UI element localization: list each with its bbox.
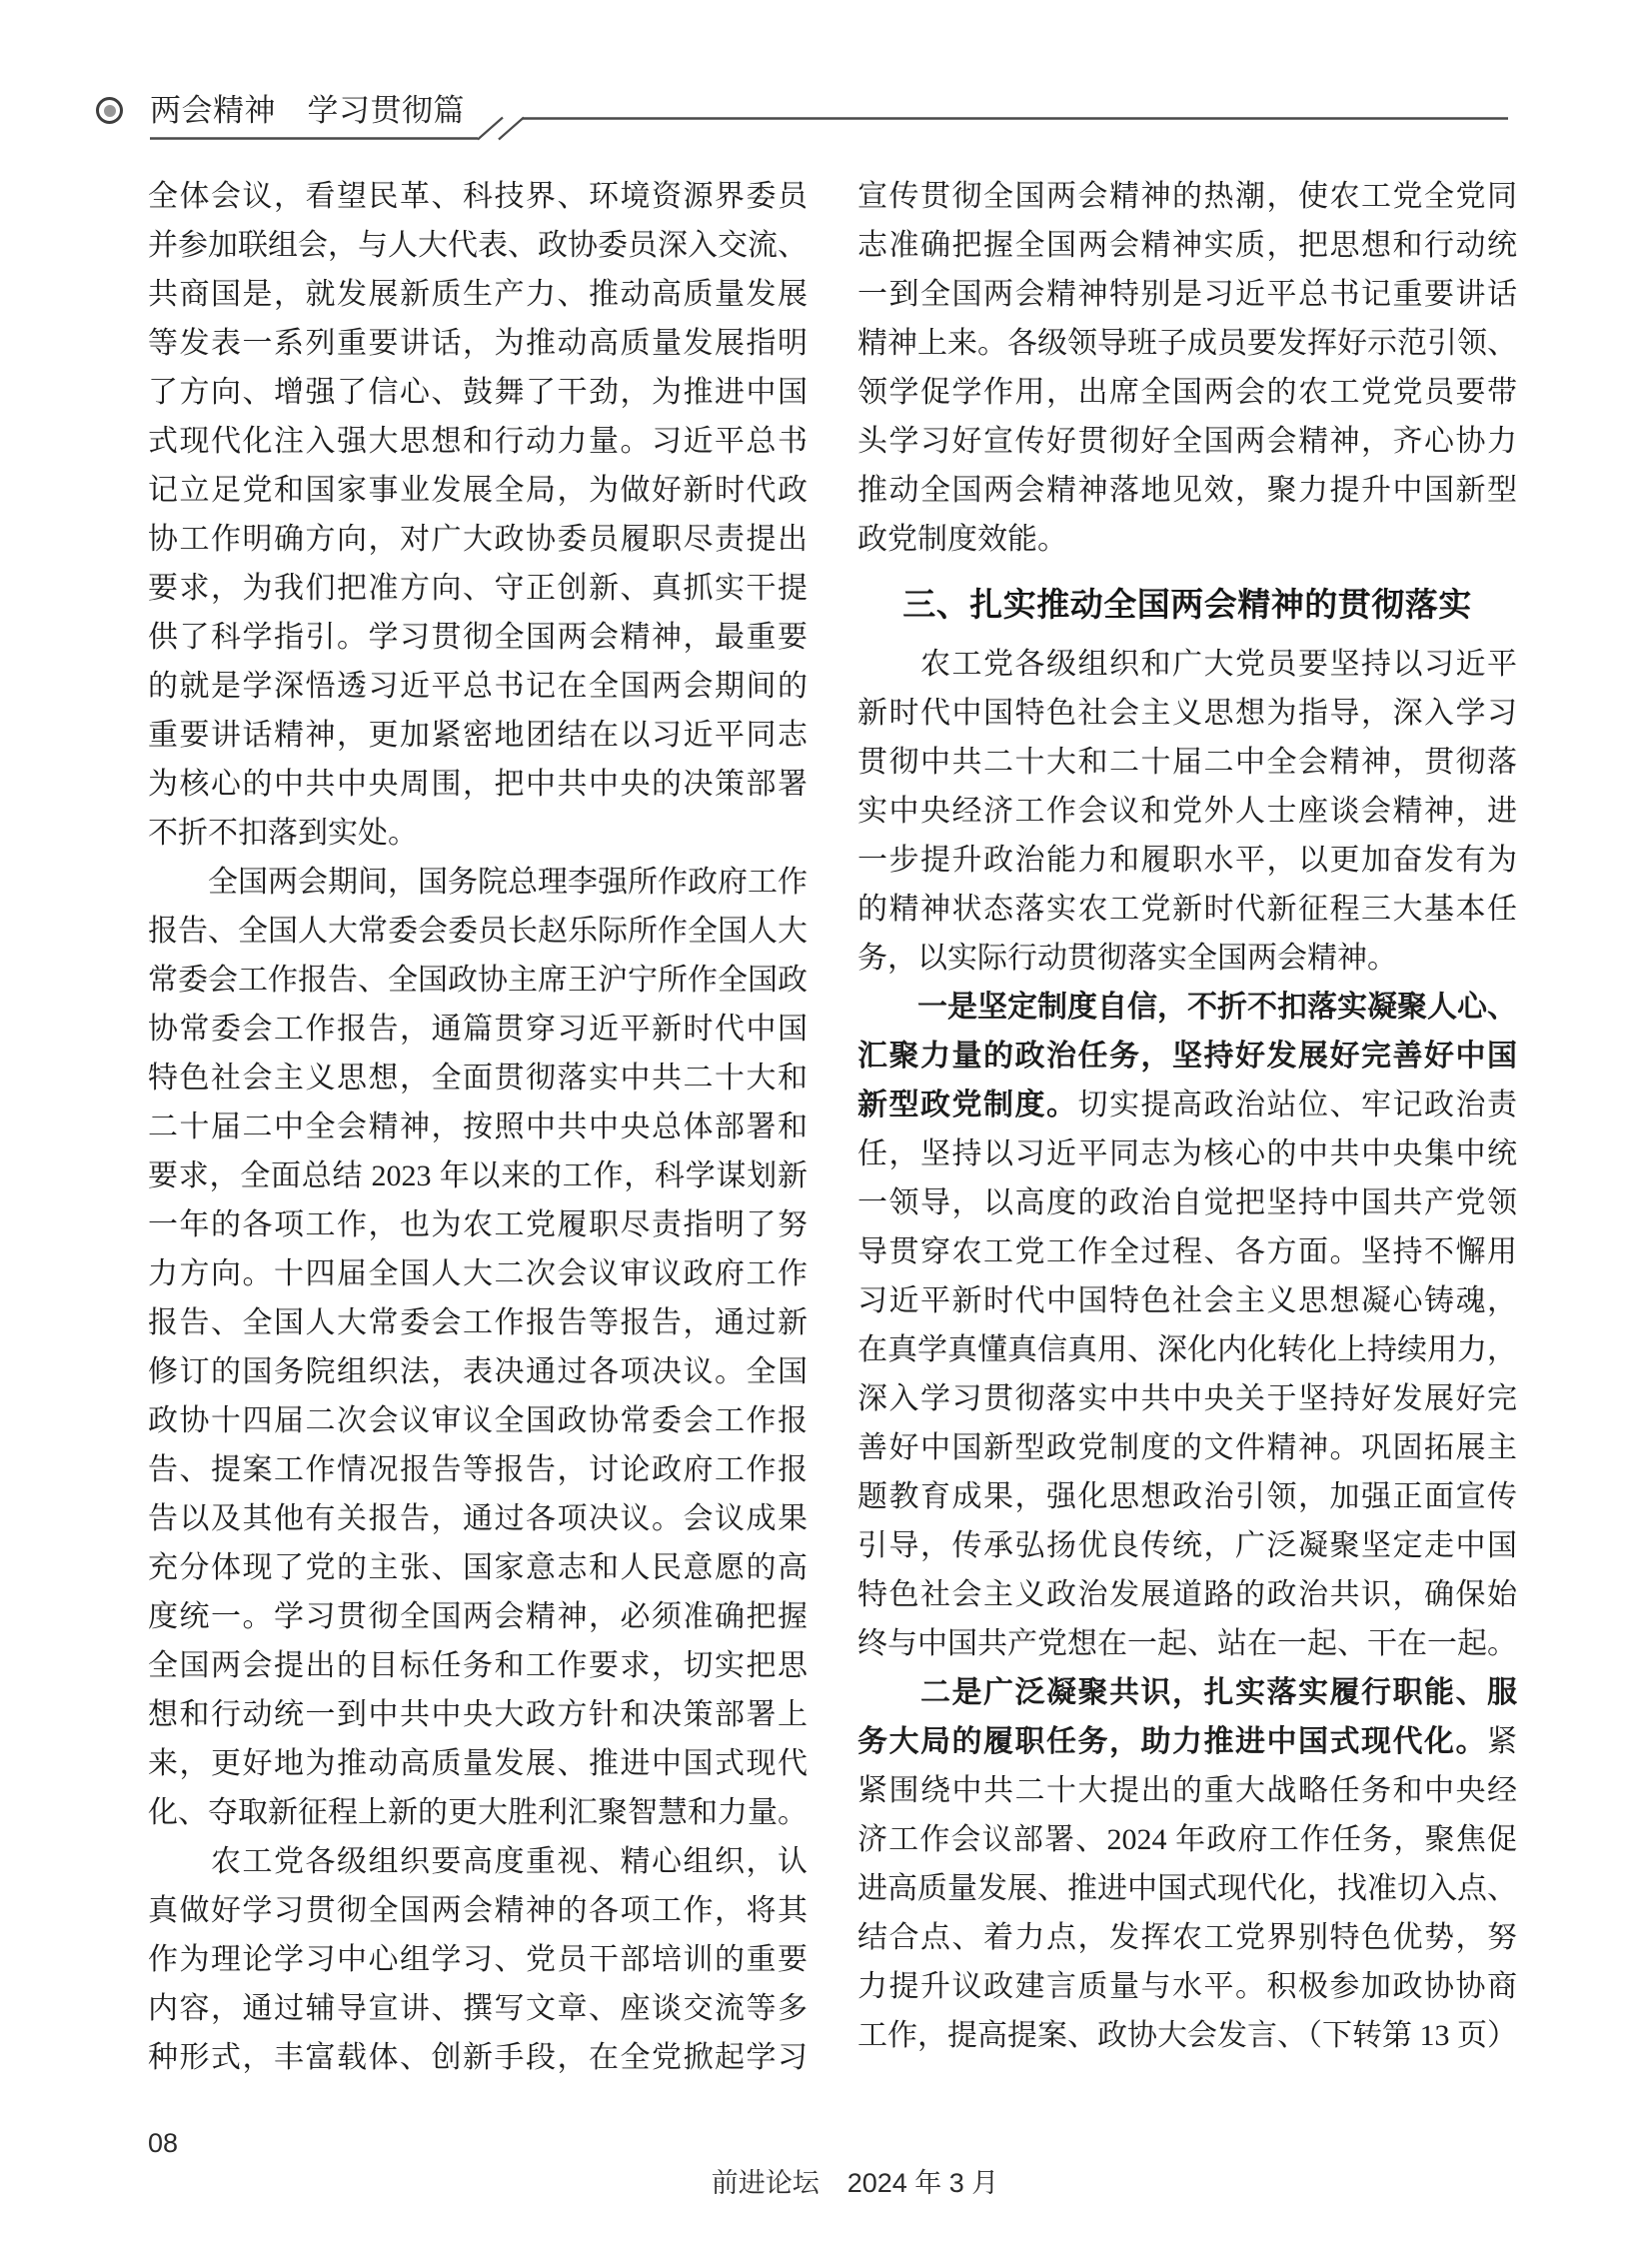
text-line [148, 1739, 808, 1788]
text-segment: 农工党各级组织和广大党员要坚持以习近平 [857, 648, 1517, 681]
bold-text-segment: 新型政党制度。 [857, 1089, 1078, 1122]
text-segment: 要求，全面总结 2023 年以来的工作，科学谋划新 [148, 1159, 808, 1192]
text-segment: 紧围绕中共二十大提出的重大战略任务和中央经 [857, 1774, 1517, 1807]
article-column-right [857, 172, 1517, 2060]
text-segment: 切实提高政治站位、牢记政治责 [1077, 1089, 1517, 1122]
text-line [148, 466, 808, 515]
text-segment: 常委会工作报告、全国政协主席王沪宁所作全国政 [148, 964, 808, 997]
text-line [857, 1521, 1517, 1570]
text-line [148, 270, 808, 319]
text-segment: 志准确把握全国两会精神实质，把思想和行动统 [857, 229, 1517, 262]
text-line [148, 1249, 808, 1298]
text-line [148, 711, 808, 760]
text-segment: 一年的各项工作，也为农工党履职尽责指明了努 [148, 1208, 808, 1241]
text-line [148, 1151, 808, 1200]
text-segment: 真做好学习贯彻全国两会精神的各项工作，将其 [148, 1894, 808, 1927]
text-line [148, 809, 808, 858]
text-line [148, 1396, 808, 1445]
page-footer [148, 2123, 1517, 2198]
text-line [148, 1054, 808, 1103]
text-line [857, 515, 1517, 564]
text-segment: 深入学习贯彻落实中共中央关于坚持好发展好完 [857, 1382, 1517, 1415]
text-segment: 的就是学深悟透习近平总书记在全国两会期间的 [148, 670, 808, 703]
text-line [148, 1494, 808, 1543]
text-line [857, 1423, 1517, 1472]
text-segment: 工作，提高提案、政协大会发言、（下转第 13 页） [857, 2019, 1517, 2052]
text-segment: 政党制度效能。 [857, 523, 1067, 556]
text-line [148, 1592, 808, 1641]
text-line [857, 1913, 1517, 1962]
text-segment: 导贯穿农工党工作全过程、各方面。坚持不懈用 [857, 1235, 1517, 1268]
bold-text-segment: 务大局的履职任务，助力推进中国式现代化。 [857, 1725, 1487, 1758]
text-segment: 头学习好宣传好贯彻好全国两会精神，齐心协力 [857, 425, 1517, 458]
text-line [857, 1032, 1517, 1081]
bold-text-segment: 一是坚定制度自信，不折不扣落实凝聚人心、 [857, 991, 1517, 1024]
text-segment: 宣传贯彻全国两会精神的热潮，使农工党全党同 [857, 180, 1517, 213]
text-segment: 共商国是，就发展新质生产力、推动高质量发展 [148, 278, 808, 311]
text-line [857, 983, 1517, 1032]
text-line [857, 1815, 1517, 1864]
text-segment: 特色社会主义思想，全面贯彻落实中共二十大和 [148, 1062, 808, 1095]
text-line [148, 1837, 808, 1886]
text-line [857, 1668, 1517, 1717]
article-column-left [148, 172, 808, 2082]
text-segment: 重要讲话精神，更加紧密地团结在以习近平同志 [148, 719, 808, 752]
text-segment: 二十届二中全会精神，按照中共中央总体部署和 [148, 1111, 808, 1143]
text-segment: 修订的国务院组织法，表决通过各项决议。全国 [148, 1355, 808, 1388]
text-line [857, 2011, 1517, 2060]
text-line [148, 564, 808, 613]
text-segment: 任，坚持以习近平同志为核心的中共中央集中统 [857, 1137, 1517, 1170]
text-segment: 善好中国新型政党制度的文件精神。巩固拓展主 [857, 1431, 1517, 1464]
text-line [148, 319, 808, 368]
text-line [148, 1347, 808, 1396]
text-segment: 要求，为我们把准方向、守正创新、真抓实干提 [148, 572, 808, 605]
text-line [857, 689, 1517, 738]
text-line [857, 1227, 1517, 1276]
text-segment: 供了科学指引。学习贯彻全国两会精神，最重要 [148, 621, 808, 654]
text-segment: 了方向、增强了信心、鼓舞了干劲，为推进中国 [148, 376, 808, 409]
text-segment: 并参加联组会，与人大代表、政协委员深入交流、 [148, 229, 808, 262]
text-segment: 新时代中国特色社会主义思想为指导，深入学习 [857, 697, 1517, 730]
text-segment: 农工党各级组织要高度重视、精心组织，认 [148, 1845, 808, 1878]
text-line [857, 1766, 1517, 1815]
text-segment: 报告、全国人大常委会委员长赵乐际所作全国人大 [148, 915, 808, 948]
section-heading: 三、扎实推动全国两会精神的贯彻落实 [902, 586, 1472, 623]
text-line [857, 1472, 1517, 1521]
text-segment: 引导，传承弘扬优良传统，广泛凝聚坚定走中国 [857, 1529, 1517, 1562]
text-segment: 的精神状态落实农工党新时代新征程三大基本任 [857, 893, 1517, 926]
text-line [857, 934, 1517, 983]
text-line [148, 417, 808, 466]
issue-date: 2024 年 3 月 [846, 2168, 999, 2198]
text-segment: 为核心的中共中央周围，把中共中央的决策部署 [148, 768, 808, 801]
text-line [857, 1081, 1517, 1129]
text-line [148, 1641, 808, 1690]
text-segment: 题教育成果，强化思想政治引领，加强正面宣传 [857, 1480, 1517, 1513]
page-number: 08 [148, 2128, 179, 2158]
text-segment: 度统一。学习贯彻全国两会精神，必须准确把握 [148, 1600, 808, 1633]
text-line [857, 1325, 1517, 1374]
journal-name: 前进论坛 [711, 2168, 820, 2198]
text-segment: 一领导，以高度的政治自觉把坚持中国共产党领 [857, 1186, 1517, 1219]
footer-center [148, 2123, 1517, 2243]
text-line [857, 885, 1517, 934]
text-line [857, 1619, 1517, 1668]
text-line [148, 613, 808, 662]
text-line [148, 1690, 808, 1739]
text-line [857, 738, 1517, 787]
text-line [857, 319, 1517, 368]
text-line [148, 515, 808, 564]
bold-text-segment: 二是广泛凝聚共识，扎实落实履行职能、服 [857, 1676, 1517, 1709]
text-segment: 式现代化注入强大思想和行动力量。习近平总书 [148, 425, 808, 458]
text-line [148, 956, 808, 1005]
text-segment: 紧 [1487, 1725, 1517, 1758]
text-line [148, 221, 808, 270]
text-segment: 告以及其他有关报告，通过各项决议。会议成果 [148, 1502, 808, 1535]
section-title: 两会精神 学习贯彻篇 [150, 93, 465, 128]
text-segment: 告、提案工作情况报告等报告，讨论政府工作报 [148, 1453, 808, 1486]
text-segment: 协常委会工作报告，通篇贯穿习近平新时代中国 [148, 1013, 808, 1046]
text-line [857, 172, 1517, 221]
text-segment: 一步提升政治能力和履职水平，以更加奋发有为 [857, 844, 1517, 877]
text-line [148, 368, 808, 417]
text-segment: 等发表一系列重要讲话，为推动高质量发展指明 [148, 327, 808, 360]
text-segment: 特色社会主义政治发展道路的政治共识，确保始 [857, 1578, 1517, 1611]
header-rule-line [0, 100, 1652, 160]
text-segment: 一到全国两会精神特别是习近平总书记重要讲话 [857, 278, 1517, 311]
text-segment: 推动全国两会精神落地见效，聚力提升中国新型 [857, 474, 1517, 507]
text-segment: 领学促学作用，出席全国两会的农工党党员要带 [857, 376, 1517, 409]
text-segment: 在真学真懂真信真用、深化内化转化上持续用力， [857, 1333, 1517, 1366]
text-segment: 报告、全国人大常委会工作报告等报告，通过新 [148, 1306, 808, 1339]
text-segment: 作为理论学习中心组学习、党员干部培训的重要 [148, 1943, 808, 1976]
text-segment: 种形式，丰富载体、创新手段，在全党掀起学习 [148, 2041, 808, 2074]
bold-text-segment: 汇聚力量的政治任务，坚持好发展好完善好中国 [857, 1040, 1517, 1073]
text-line [148, 1886, 808, 1935]
text-segment: 全国两会期间，国务院总理李强所作政府工作 [148, 866, 808, 899]
text-segment: 力方向。十四届全国人大二次会议审议政府工作 [148, 1257, 808, 1290]
text-line [857, 417, 1517, 466]
text-line [148, 858, 808, 907]
text-line [148, 1103, 808, 1151]
text-segment: 精神上来。各级领导班子成员要发挥好示范引领、 [857, 327, 1517, 360]
text-segment: 政协十四届二次会议审议全国政协常委会工作报 [148, 1404, 808, 1437]
text-segment: 来，更好地为推动高质量发展、推进中国式现代 [148, 1747, 808, 1780]
text-line [857, 640, 1517, 689]
text-line [148, 1984, 808, 2033]
text-segment: 协工作明确方向，对广大政协委员履职尽责提出 [148, 523, 808, 556]
text-segment: 记立足党和国家事业发展全局，为做好新时代政 [148, 474, 808, 507]
text-line [148, 760, 808, 809]
text-line [857, 466, 1517, 515]
text-line [857, 270, 1517, 319]
text-segment: 想和行动统一到中共中央大政方针和决策部署上 [148, 1698, 808, 1731]
text-line [148, 1788, 808, 1837]
text-segment: 习近平新时代中国特色社会主义思想凝心铸魂， [857, 1284, 1517, 1317]
text-segment: 全体会议，看望民革、科技界、环境资源界委员 [148, 180, 808, 213]
text-line [148, 907, 808, 956]
text-segment: 全国两会提出的目标任务和工作要求，切实把思 [148, 1649, 808, 1682]
text-line [857, 1178, 1517, 1227]
text-line [857, 368, 1517, 417]
text-line [857, 1864, 1517, 1913]
text-segment: 进高质量发展、推进中国式现代化，找准切入点、 [857, 1872, 1517, 1905]
text-line [857, 1570, 1517, 1619]
text-segment: 贯彻中共二十大和二十届二中全会精神，贯彻落 [857, 746, 1517, 779]
text-line [857, 787, 1517, 836]
text-line [148, 1200, 808, 1249]
text-line [148, 1005, 808, 1054]
text-line [857, 1962, 1517, 2011]
text-line [148, 1543, 808, 1592]
text-line [857, 1717, 1517, 1766]
text-segment: 充分体现了党的主张、国家意志和人民意愿的高 [148, 1551, 808, 1584]
text-line [857, 836, 1517, 885]
text-line [148, 1298, 808, 1347]
text-segment: 不折不扣落到实处。 [148, 817, 418, 850]
text-segment: 化、夺取新征程上新的更大胜利汇聚智慧和力量。 [148, 1796, 808, 1829]
text-segment: 力提升议政建言质量与水平。积极参加政协协商 [857, 1970, 1517, 2003]
text-line [148, 1935, 808, 1984]
text-line [857, 1129, 1517, 1178]
text-segment: 务，以实际行动贯彻落实全国两会精神。 [857, 942, 1397, 975]
text-line [148, 2033, 808, 2082]
text-line [857, 221, 1517, 270]
text-segment: 实中央经济工作会议和党外人士座谈会精神，进 [857, 795, 1517, 828]
text-line [148, 662, 808, 711]
text-segment: 济工作会议部署、2024 年政府工作任务，聚焦促 [857, 1823, 1517, 1856]
text-segment: 终与中国共产党想在一起、站在一起、干在一起。 [857, 1627, 1517, 1660]
text-line [148, 1445, 808, 1494]
text-line [857, 1374, 1517, 1423]
text-segment: 结合点、着力点，发挥农工党界别特色优势，努 [857, 1921, 1517, 1954]
text-line [857, 1276, 1517, 1325]
text-segment: 内容，通过辅导宣讲、撰写文章、座谈交流等多 [148, 1992, 808, 2025]
text-line [148, 172, 808, 221]
